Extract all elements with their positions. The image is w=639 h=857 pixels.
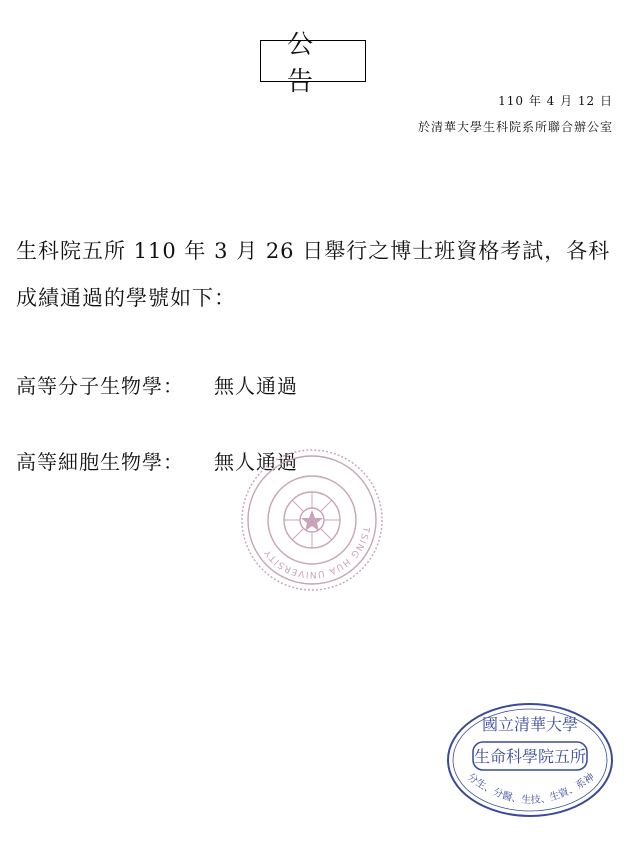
stamp-bottom-text: 分生、分醫、生技、生資、系神	[465, 771, 597, 807]
stamp-top-text: 國立清華大學	[481, 715, 579, 734]
notice-date: 110 年 4 月 12 日	[498, 94, 613, 108]
result-subject: 高等細胞生物學：	[16, 450, 184, 474]
university-seal-watermark	[240, 448, 384, 592]
notice-body	[16, 228, 626, 322]
body-line-1: 生科院五所 110 年 3 月 26 日舉行之博士班資格考試，各科	[16, 239, 611, 263]
notice-title: 公 告	[260, 40, 366, 82]
department-stamp	[445, 700, 615, 820]
stamp-middle-text: 生命科學院五所	[473, 747, 587, 766]
notice-issuer: 於清華大學生科院系所聯合辦公室	[417, 120, 613, 134]
result-outcome: 無人通過	[214, 450, 298, 474]
body-line-2: 成績通過的學號如下：	[16, 286, 236, 310]
result-outcome: 無人通過	[214, 374, 298, 398]
result-subject: 高等分子生物學：	[16, 374, 184, 398]
result-row	[16, 370, 298, 399]
seal-text: TSING HUA UNIVERSITY	[262, 525, 371, 580]
